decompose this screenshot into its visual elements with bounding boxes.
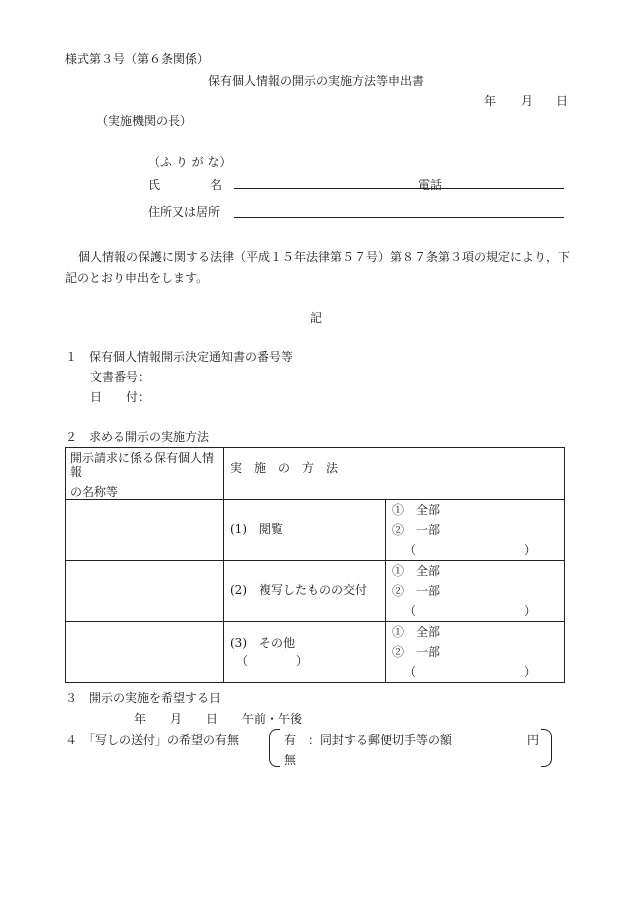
- row2-option-partial[interactable]: ② 一部: [392, 584, 441, 598]
- yen-label: 円: [527, 733, 540, 747]
- row1-name-cell[interactable]: [66, 500, 224, 561]
- phone-label: 電話: [418, 178, 443, 192]
- body-text-1: 個人情報の保護に関する法律（平成１５年法律第５７号）第８７条第３項の規定により，下: [78, 250, 571, 264]
- form-number: 様式第３号（第６条関係）: [65, 52, 210, 66]
- row2-option-all[interactable]: ① 全部: [392, 564, 441, 578]
- date-month: 月: [521, 94, 534, 108]
- addressee: （実施機関の長）: [96, 114, 193, 128]
- row3-name-cell[interactable]: [66, 622, 224, 683]
- header-name-line2: の名称等: [70, 485, 119, 499]
- send-copy-yes[interactable]: 有 ：同封する郵便切手等の額: [284, 733, 453, 747]
- row3-option-partial[interactable]: ② 一部: [392, 645, 441, 659]
- row2-method-cell: [224, 561, 386, 622]
- form-title: 保有個人情報の開示の実施方法等申出書: [208, 74, 425, 88]
- name-line[interactable]: [234, 188, 564, 189]
- row1-partial-detail[interactable]: （ ）: [404, 543, 537, 557]
- section3-heading: ３ 開示の実施を希望する日: [65, 691, 222, 705]
- ki-mark: 記: [310, 311, 323, 325]
- name-label-1: 氏: [148, 178, 161, 192]
- section2-heading: ２ 求める開示の実施方法: [65, 430, 210, 444]
- address-label: 住所又は居所: [148, 205, 221, 219]
- furigana-label: （ふ り が な）: [148, 155, 232, 169]
- section1-heading: １ 保有個人情報開示決定通知書の番号等: [65, 350, 294, 364]
- row3-method-cell: [224, 622, 386, 683]
- right-brace: [541, 729, 552, 767]
- row2-name-cell[interactable]: [66, 561, 224, 622]
- section4-heading: ４ 「写しの送付」の希望の有無: [65, 733, 240, 747]
- row1-option-partial[interactable]: ② 一部: [392, 523, 441, 537]
- row1-option-all[interactable]: ① 全部: [392, 503, 441, 517]
- method-table: [65, 447, 565, 683]
- row3-partial-detail[interactable]: （ ）: [404, 665, 537, 679]
- method-view: (1) 閲覧: [230, 522, 283, 536]
- doc-date-label: 日 付：: [90, 390, 151, 404]
- doc-number-label: 文書番号：: [90, 370, 151, 384]
- table-header-name: [66, 448, 224, 500]
- method-other: (3) その他: [230, 636, 295, 650]
- date-year: 年: [484, 94, 497, 108]
- method-copy-delivery: (2) 複写したものの交付: [230, 583, 367, 597]
- name-label-2: 名: [210, 178, 223, 192]
- table-header-method: [224, 448, 565, 500]
- desired-date-line[interactable]: 年 月 日 午前・午後: [134, 712, 303, 726]
- row3-option-all[interactable]: ① 全部: [392, 625, 441, 639]
- header-name-line1: 開示請求に係る保有個人情報: [70, 451, 215, 479]
- send-copy-no[interactable]: 無: [284, 753, 297, 767]
- address-line[interactable]: [234, 217, 564, 218]
- header-method-label: 実 施 の 方 法: [230, 461, 339, 475]
- date-day: 日: [556, 94, 569, 108]
- row1-options-cell: [386, 500, 565, 561]
- row1-method-cell: [224, 500, 386, 561]
- left-brace: [269, 729, 280, 767]
- method-other-detail[interactable]: （ ）: [236, 654, 309, 668]
- body-text-2: 記のとおり申出をします。: [65, 271, 209, 285]
- row3-options-cell: [386, 622, 565, 683]
- row2-options-cell: [386, 561, 565, 622]
- row2-partial-detail[interactable]: （ ）: [404, 604, 537, 618]
